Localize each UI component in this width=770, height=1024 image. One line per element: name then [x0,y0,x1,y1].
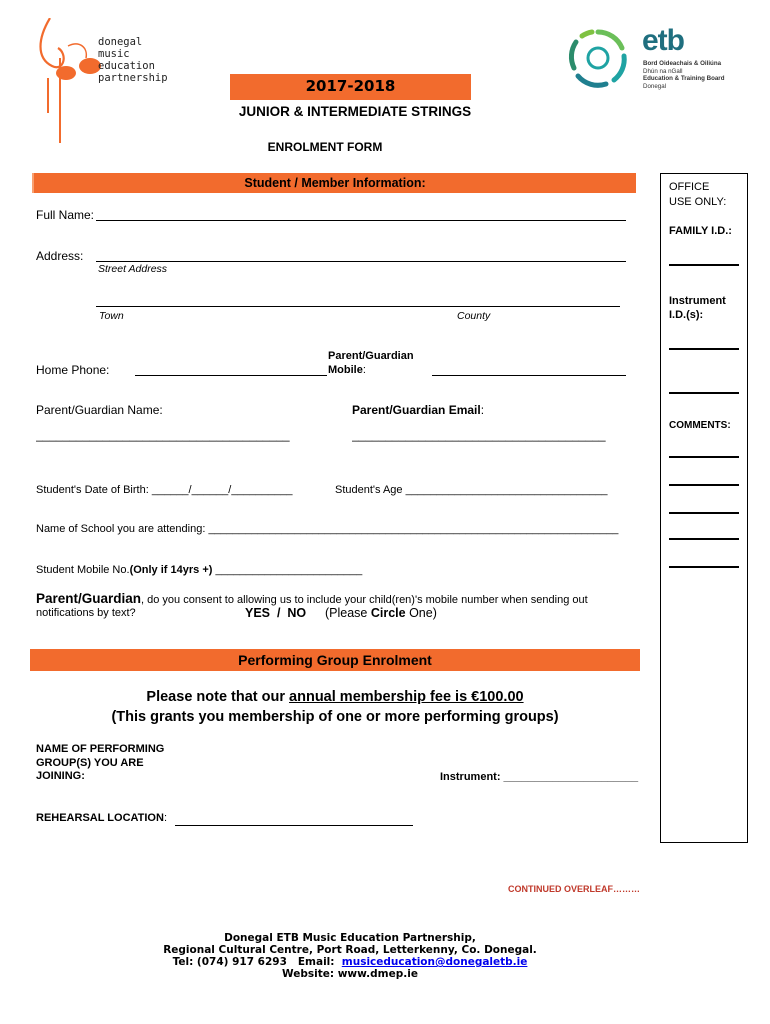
yes-no-choice[interactable]: YES / NO [245,606,307,620]
rehearsal-label-wrap [36,812,167,824]
rehearsal-field[interactable] [175,825,413,826]
group-label: GROUP(S) YOU ARE [36,756,144,769]
pg-email-field[interactable]: ______________________________________ [352,428,606,442]
consent-bold: Parent/Guardian [36,591,142,606]
footer [0,932,700,980]
etb-logo [566,24,746,104]
home-phone-label: Home Phone: [36,363,110,377]
footer-line: Tel: (074) 917 6293 Email: [172,956,342,968]
page-title: JUNIOR & INTERMEDIATE STRINGS [238,104,472,119]
student-section-heading-label: Student / Member Information: [244,176,426,190]
performing-section-heading-label: Performing Group Enrolment [238,652,432,668]
instrument-field[interactable]: Instrument: ______________________ [440,771,639,783]
circle-bold: Circle [370,606,406,620]
comments-line [669,566,739,568]
consent-question [36,591,588,608]
pg-mobile-label: Parent/Guardian [328,350,414,362]
full-name-label: Full Name: [36,208,95,222]
town-county-field[interactable] [96,306,620,307]
home-phone-field[interactable] [135,375,327,376]
logo-text-line: partnership [98,72,168,84]
year-label: 2017-2018 [305,77,396,95]
comments-label: COMMENTS: [669,420,731,431]
pg-email-label: Parent/Guardian Email [352,403,481,417]
comments-line [669,538,739,540]
rehearsal-label: REHEARSAL LOCATION [36,812,164,824]
instrument-id-label: Instrument [669,295,726,307]
colon: : [480,403,485,417]
year-box [230,74,471,100]
footer-email-link[interactable]: musiceducation@donegaletb.ie [341,956,528,968]
office-heading: USE ONLY: [669,196,727,208]
student-section-heading [32,173,636,193]
pg-mobile-field[interactable] [432,375,626,376]
group-label: NAME OF PERFORMING [36,743,165,755]
dob-field[interactable]: Student's Date of Birth: ______/______/__________ [36,484,293,496]
performing-section-heading [30,649,640,671]
etb-text-line: Dhún na nGall [643,67,683,75]
circle-instruction [325,606,437,620]
county-caption: County [457,310,491,322]
membership-note [30,689,640,705]
footer-website[interactable]: Website: www.dmep.ie [282,968,418,980]
footer-line: Donegal ETB Music Education Partnership, [224,932,476,944]
group-label: JOINING: [36,770,85,782]
student-mobile-label: Student Mobile No. [36,564,130,576]
family-id-label: FAMILY I.D.: [669,225,732,237]
colon: : [163,812,167,824]
instrument-id-line [669,392,739,394]
logo-text-line: music [98,48,130,60]
address-label: Address: [36,249,84,263]
town-caption: Town [99,310,124,322]
membership-fee: annual membership fee is €100.00 [289,689,524,705]
student-mobile-field[interactable] [36,564,362,576]
street-address-field[interactable] [96,261,626,262]
full-name-field[interactable] [96,220,626,221]
etb-text-line: Education & Training Board [643,75,725,83]
instrument-id-label: I.D.(s): [669,309,704,321]
circle-pre: (Please [325,606,371,620]
logo-text-line: donegal [98,36,143,48]
membership-note-2: (This grants you membership of one or more performing groups) [111,709,559,725]
etb-text-line: Donegal [643,82,667,90]
student-mobile-blank: ________________________ [212,564,363,576]
comments-line [669,484,739,486]
form-subtitle: ENROLMENT FORM [267,140,383,154]
pg-name-field[interactable]: ______________________________________ [36,428,290,442]
student-mobile-condition: (Only if 14yrs +) [129,564,213,576]
instrument-id-line [669,348,739,350]
dmep-logo-mark [28,18,108,148]
etb-swirl-icon [566,26,630,90]
pg-mobile-label: Mobile [328,364,363,376]
etb-wordmark: etb [642,24,684,57]
comments-line [669,456,739,458]
street-address-caption: Street Address [98,263,168,275]
office-heading: OFFICE [669,181,710,193]
circle-post: One) [405,606,437,620]
comments-line [669,512,739,514]
continued-overleaf: CONTINUED OVERLEAF……… [508,884,641,894]
office-use-box [660,173,748,843]
etb-text-line: Bord Oideachais & Oiliúna [643,60,722,67]
school-field[interactable]: Name of School you are attending: ___________________________________________________________________ [36,523,619,535]
pg-name-label: Parent/Guardian Name: [36,403,163,417]
age-field[interactable]: Student's Age _________________________________ [335,484,608,496]
colon: : [362,364,366,376]
consent-text: , do you consent to allowing us to include your child(ren)'s mobile number when sending out [141,594,588,606]
logo-text-line: education [98,60,155,72]
footer-line: Regional Cultural Centre, Port Road, Letterkenny, Co. Donegal. [163,944,537,956]
membership-note-pre: Please note that our [146,689,290,705]
dmep-logo [28,18,178,158]
family-id-line [669,264,739,266]
consent-text-2: notifications by text? [36,607,136,619]
